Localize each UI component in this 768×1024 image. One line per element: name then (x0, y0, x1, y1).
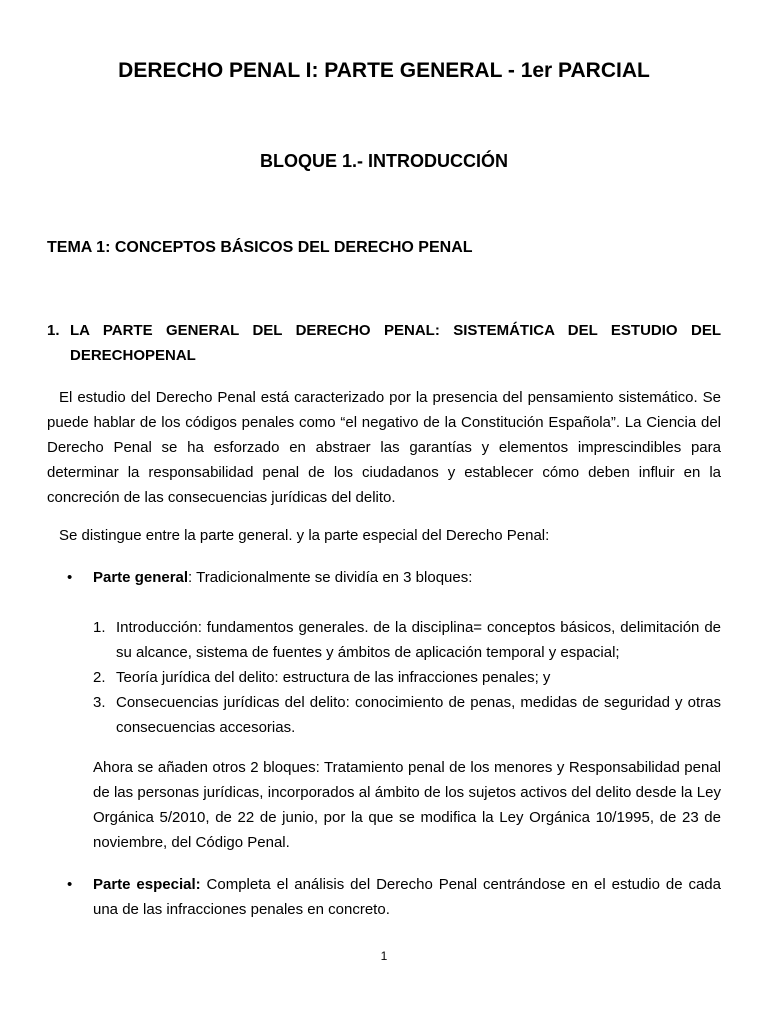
list-item-text: Introducción: fundamentos generales. de la disciplina= conceptos básicos, delimitación de su alcance, sistema de fuentes y ámbitos de aplicación temporal y espacial; (116, 619, 721, 661)
list-item-number: 1. (93, 619, 106, 636)
page-number: 1 (380, 949, 388, 963)
block-title: BLOQUE 1.- INTRODUCCIÓN (259, 151, 508, 171)
list-item-text: Consecuencias jurídicas del delito: conocimiento de penas, medidas de seguridad y otras consecuencias accesorias. (116, 694, 721, 736)
bullet-icon: • (67, 569, 73, 586)
section-number: 1. (47, 322, 60, 339)
document-title: DERECHO PENAL I: PARTE GENERAL - 1er PARCIAL (118, 59, 650, 82)
bullet-text (47, 565, 721, 590)
section-heading (47, 318, 721, 368)
list-item (93, 665, 721, 690)
section-heading-text: LA PARTE GENERAL DEL DERECHO PENAL: SISTEMÁTICA DEL ESTUDIO DEL DERECHOPENAL (70, 322, 721, 364)
ordered-list (93, 615, 721, 740)
bullet-term: Parte general (93, 569, 189, 586)
bullet-term: Parte especial: (93, 876, 201, 893)
bullet-icon: • (67, 876, 73, 893)
paragraph-distinction: Se distingue entre la parte general. y la parte especial del Derecho Penal: (59, 527, 550, 544)
bullet-description: Completa el análisis del Derecho Penal centrándose en el estudio de cada una de las infracciones penales en concreto. (93, 876, 721, 918)
bullet-parte-general (47, 565, 721, 590)
paragraph-intro: El estudio del Derecho Penal está caracterizado por la presencia del pensamiento sistemático. Se puede hablar de los códigos penales como “el negativo de la Constitución Española”. La Ciencia del Derecho Penal se ha esforzado en abstraer las garantías y elementos imprescindibles para determinar la responsabilidad penal de los ciudadanos y establecer cómo deben influir en la concreción de las consecuencias jurídicas del delito. (47, 389, 721, 506)
list-item-number: 2. (93, 669, 106, 686)
bullet-parte-especial (47, 872, 721, 922)
list-item-text: Teoría jurídica del delito: estructura de las infracciones penales; y (116, 669, 551, 686)
bullet-text (47, 872, 721, 922)
bullet-description: : Tradicionalmente se dividía en 3 bloques: (188, 569, 473, 586)
list-item (93, 615, 721, 665)
list-item (93, 690, 721, 740)
list-item-number: 3. (93, 694, 106, 711)
paragraph-new-blocks: Ahora se añaden otros 2 bloques: Tratamiento penal de los menores y Responsabilidad penal de las personas jurídicas, incorporados al ámbito de los sujetos activos del delito desde la Ley Orgánica 5/2010, de 22 de junio, por la que se modifica la Ley Orgánica 10/1995, de 23 de noviembre, del Código Penal. (93, 759, 721, 851)
tema-title: TEMA 1: CONCEPTOS BÁSICOS DEL DERECHO PENAL (47, 239, 473, 256)
